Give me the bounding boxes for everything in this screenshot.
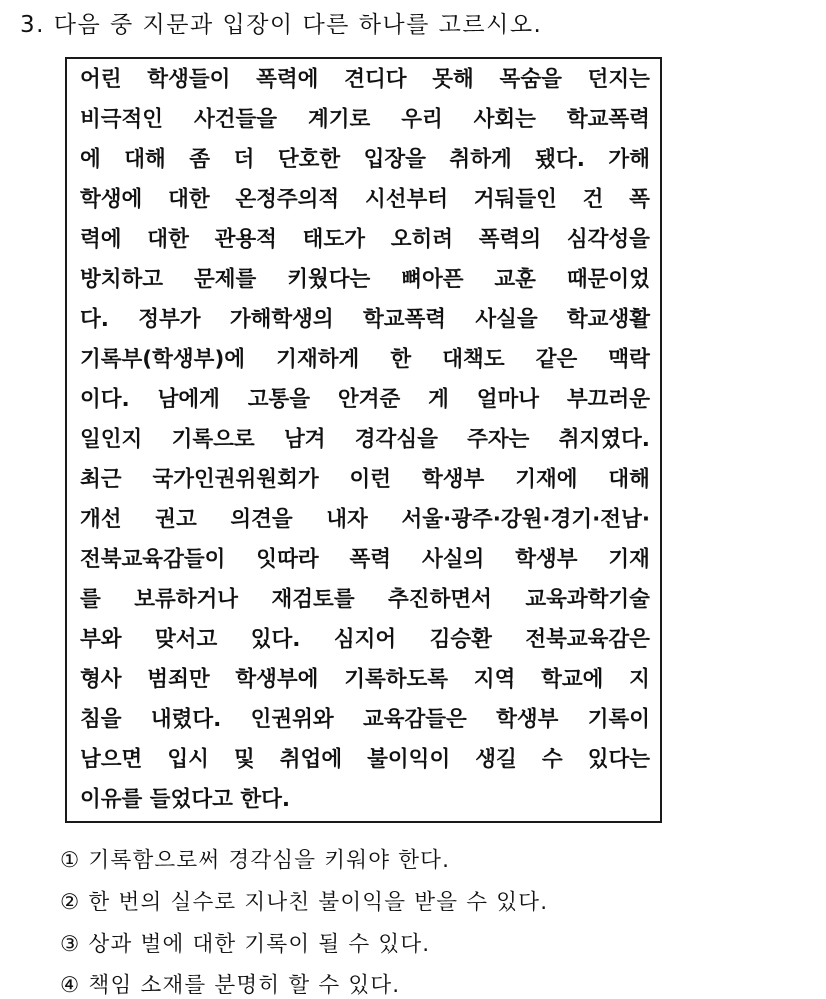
passage-word: 맞서고	[154, 627, 218, 652]
passage-word: 학교폭력	[362, 307, 447, 332]
passage-word: 같은	[535, 347, 578, 372]
passage-word: 일인지	[80, 427, 143, 452]
passage-word: 다.	[80, 307, 109, 332]
passage-word: 더	[233, 147, 255, 172]
passage-word: 교훈	[494, 267, 536, 292]
passage-word: 던지는	[587, 67, 650, 92]
passage-line	[80, 665, 650, 695]
passage-line: 이유를 들었다고 한다.	[80, 787, 291, 812]
passage-line	[80, 345, 650, 375]
passage-word: 기재	[608, 547, 650, 572]
passage-word: 대책도	[442, 347, 505, 372]
passage-word: 사실을	[475, 307, 538, 332]
passage-word: 기록으로	[171, 427, 255, 452]
passage-word: 에	[80, 147, 101, 172]
passage-box	[65, 57, 662, 823]
passage-word: 대해	[124, 147, 166, 172]
passage-word: 있다.	[250, 627, 301, 652]
passage-word: 거둬들인	[473, 187, 557, 212]
choice-1[interactable]: ① 기록함으로써 경각심을 키워야 한다.	[60, 848, 451, 873]
passage-line	[80, 545, 650, 575]
passage-word: 취지였다.	[558, 427, 650, 452]
passage-line	[80, 185, 650, 215]
passage-word: 주자는	[467, 427, 530, 452]
passage-word: 전북교육감들이	[80, 547, 226, 572]
passage-word: 학생부에	[235, 667, 319, 692]
passage-word: 오히려	[390, 227, 454, 252]
passage-word: 폭력의	[478, 227, 542, 252]
choice-2[interactable]: ② 한 번의 실수로 지나친 불이익을 받을 수 있다.	[60, 890, 549, 915]
passage-word: 가해학생의	[229, 307, 334, 332]
passage-word: 맥락	[608, 347, 650, 372]
passage-word: 침을	[80, 707, 122, 732]
passage-word: 태도가	[302, 227, 365, 252]
passage-word: 좀	[189, 147, 211, 172]
passage-word: 정부가	[138, 307, 201, 332]
passage-word: 학생부	[421, 467, 485, 492]
passage-word: 있다는	[587, 747, 650, 772]
passage-word: 못해	[432, 67, 474, 92]
passage-word: 학생부	[496, 707, 559, 732]
passage-word: 최근	[80, 467, 122, 492]
passage-word: 뼈아픈	[401, 267, 464, 292]
passage-word: 우리	[401, 107, 443, 132]
passage-word: 사실의	[421, 547, 485, 572]
passage-word: 키웠다는	[287, 267, 371, 292]
passage-word: 내렸다.	[150, 707, 222, 732]
passage-word: 비극적인	[80, 107, 164, 132]
passage-word: 폭력	[349, 547, 392, 572]
passage-word: 지역	[473, 667, 516, 692]
passage-word: 얼마나	[476, 387, 540, 412]
passage-line	[80, 585, 650, 615]
passage-word: 교육과학기술	[525, 587, 650, 612]
passage-word: 심지어	[333, 627, 397, 652]
passage-line	[80, 705, 650, 735]
passage-word: 내자	[326, 507, 368, 532]
passage-word: 이다.	[80, 387, 130, 412]
passage-word: 사건들을	[193, 107, 278, 132]
passage-word: 이런	[349, 467, 392, 492]
passage-word: 형사	[80, 667, 122, 692]
passage-word: 불이익이	[367, 747, 451, 772]
passage-word: 방치하고	[80, 267, 164, 292]
passage-word: 기록하도록	[344, 667, 449, 692]
passage-word: 학생부	[515, 547, 578, 572]
passage-word: 기재하게	[276, 347, 360, 372]
passage-word: 기재에	[515, 467, 578, 492]
passage-word: 잇따라	[256, 547, 319, 572]
passage-word: 서울·광주·강원·경기·전남·	[401, 507, 650, 532]
passage-word: 기록부(학생부)에	[80, 347, 246, 372]
passage-word: 전북교육감은	[525, 627, 650, 652]
passage-word: 사회는	[473, 107, 536, 132]
passage-word: 때문이었	[566, 267, 650, 292]
passage-line	[80, 465, 650, 495]
passage-line	[80, 505, 650, 535]
passage-word: 폭	[629, 187, 650, 212]
passage-word: 생길	[475, 747, 517, 772]
passage-line	[80, 105, 650, 135]
choice-3[interactable]: ③ 상과 벌에 대한 기록이 될 수 있다.	[60, 932, 431, 957]
passage-word: 됐다.	[535, 147, 585, 172]
passage-word: 지	[629, 667, 650, 692]
passage-word: 부끄러운	[566, 387, 650, 412]
passage-word: 입시	[167, 747, 209, 772]
passage-word: 및	[233, 747, 255, 772]
passage-word: 고통을	[247, 387, 311, 412]
passage-word: 보류하거나	[134, 587, 239, 612]
passage-word: 김승환	[429, 627, 492, 652]
passage-line	[80, 305, 650, 335]
passage-word: 온정주의적	[235, 187, 340, 212]
passage-word: 교육감들은	[362, 707, 467, 732]
passage-word: 학생들이	[147, 67, 231, 92]
passage-line	[80, 385, 650, 415]
passage-line	[80, 745, 650, 775]
passage-word: 취업에	[279, 747, 343, 772]
passage-word: 관용적	[214, 227, 277, 252]
passage-word: 력에	[80, 227, 122, 252]
passage-word: 학생에	[80, 187, 143, 212]
passage-word: 단호한	[277, 147, 341, 172]
passage-word: 학교생활	[566, 307, 650, 332]
passage-word: 건	[582, 187, 604, 212]
passage-word: 시선부터	[364, 187, 449, 212]
passage-word: 재검토를	[271, 587, 355, 612]
passage-word: 폭력에	[256, 67, 319, 92]
passage-word: 범죄만	[147, 667, 210, 692]
passage-line	[80, 225, 650, 255]
passage-word: 개선	[80, 507, 122, 532]
passage-word: 남으면	[80, 747, 143, 772]
passage-line	[80, 425, 650, 455]
passage-word: 안겨준	[337, 387, 401, 412]
passage-word: 의견을	[230, 507, 293, 532]
passage-word: 추진하면서	[388, 587, 492, 612]
passage-word: 수	[541, 747, 563, 772]
passage-word: 어린	[80, 67, 122, 92]
passage-word: 학교폭력	[566, 107, 650, 132]
passage-word: 국가인권위원회가	[152, 467, 319, 492]
passage-word: 부와	[80, 627, 122, 652]
passage-word: 가해	[608, 147, 650, 172]
passage-word: 문제를	[193, 267, 257, 292]
passage-word: 게	[428, 387, 449, 412]
passage-word: 목숨을	[499, 67, 562, 92]
passage-line	[80, 145, 650, 175]
passage-word: 견디다	[344, 67, 407, 92]
passage-word: 계기로	[307, 107, 371, 132]
passage-word: 를	[80, 587, 101, 612]
question-prompt: 3. 다음 중 지문과 입장이 다른 하나를 고르시오.	[20, 12, 543, 38]
passage-line	[80, 625, 650, 655]
passage-line	[80, 65, 650, 95]
passage-word: 인권위와	[250, 707, 334, 732]
passage-word: 대해	[608, 467, 650, 492]
passage-line	[80, 265, 650, 295]
passage-word: 권고	[155, 507, 197, 532]
choice-4[interactable]: ④ 책임 소재를 분명히 할 수 있다.	[60, 973, 401, 998]
passage-word: 경각심을	[354, 427, 438, 452]
passage-word: 학교에	[541, 667, 604, 692]
passage-word: 취하게	[449, 147, 512, 172]
passage-word: 입장을	[363, 147, 426, 172]
passage-word: 한	[390, 347, 412, 372]
passage-word: 심각성을	[566, 227, 650, 252]
passage-word: 대한	[147, 227, 189, 252]
passage-word: 남겨	[283, 427, 326, 452]
passage-word: 기록이	[587, 707, 650, 732]
passage-word: 대한	[168, 187, 210, 212]
passage-word: 남에게	[157, 387, 220, 412]
